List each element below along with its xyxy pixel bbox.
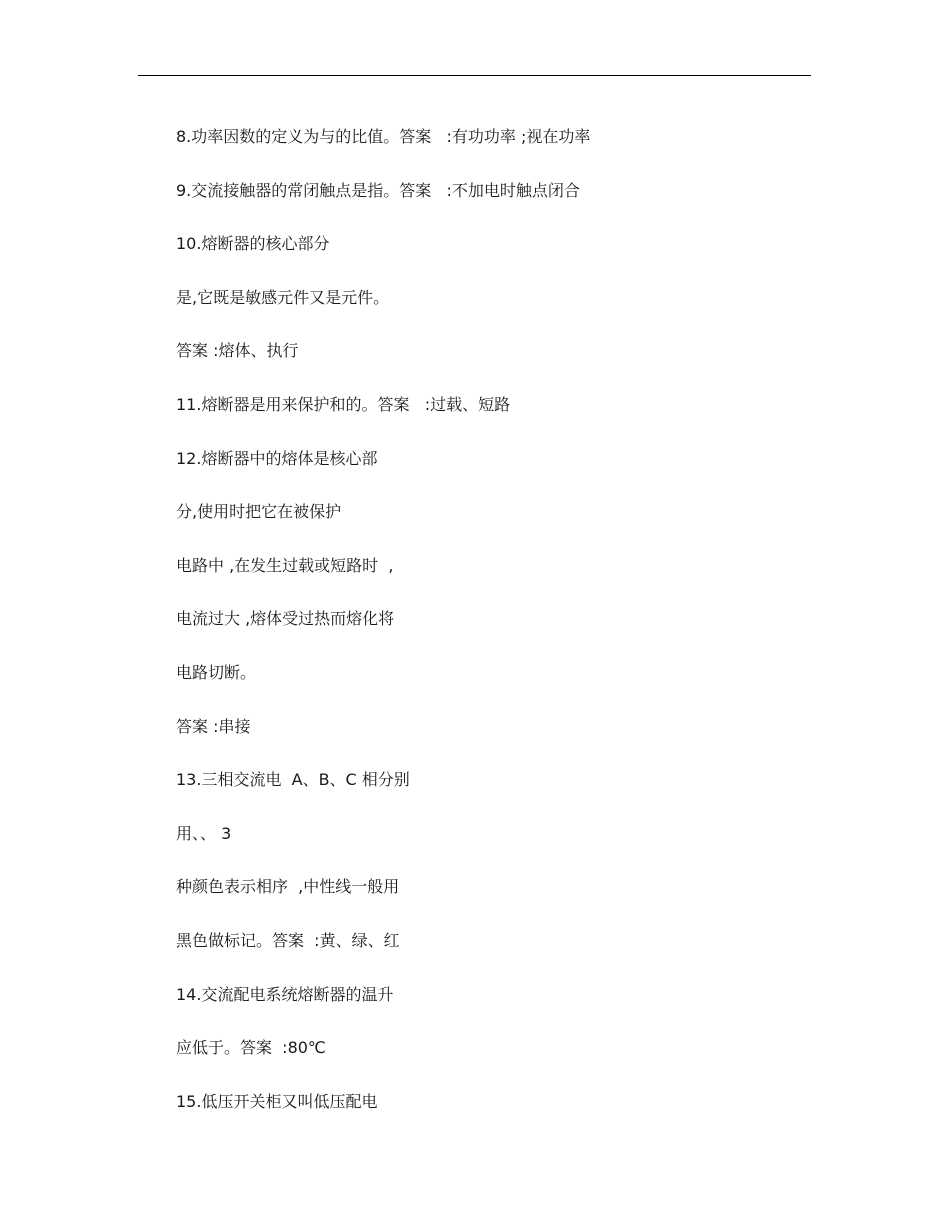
text-line: 电流过大 ,熔体受过热而熔化将 xyxy=(176,609,395,629)
text-line: 10.熔断器的核心部分 xyxy=(176,234,330,254)
text-line: 8.功率因数的定义为与的比值。答案 :有功功率 ;视在功率 xyxy=(176,127,591,146)
text-line: 14.交流配电系统熔断器的温升 xyxy=(176,984,394,1004)
text-line: 电路中 ,在发生过载或短路时 , xyxy=(176,555,394,575)
text-line: 11.熔断器是用来保护和的。答案 :过载、短路 xyxy=(176,394,511,414)
text-line: 12.熔断器中的熔体是核心部 xyxy=(176,448,378,468)
text-line: 黑色做标记。答案 :黄、绿、红 xyxy=(176,930,400,950)
text-line: 答案 :串接 xyxy=(176,716,251,736)
header-rule xyxy=(138,75,811,76)
text-line: 应低于。答案 :80℃ xyxy=(176,1038,326,1058)
text-line: 13.三相交流电 A、B、C 相分别 xyxy=(176,770,410,790)
text-line: 是,它既是敏感元件又是元件。 xyxy=(176,287,390,307)
text-line: 分,使用时把它在被保护 xyxy=(176,502,342,522)
text-line: 9.交流接触器的常闭触点是指。答案 :不加电时触点闭合 xyxy=(176,180,580,200)
text-line: 用、、 3 xyxy=(176,823,232,843)
text-line: 答案 :熔体、执行 xyxy=(176,341,299,361)
text-line: 种颜色表示相序 ,中性线一般用 xyxy=(176,877,400,897)
text-line: 15.低压开关柜又叫低压配电 xyxy=(176,1091,378,1111)
text-line: 电路切断。 xyxy=(176,662,257,682)
document-body xyxy=(176,124,816,1142)
